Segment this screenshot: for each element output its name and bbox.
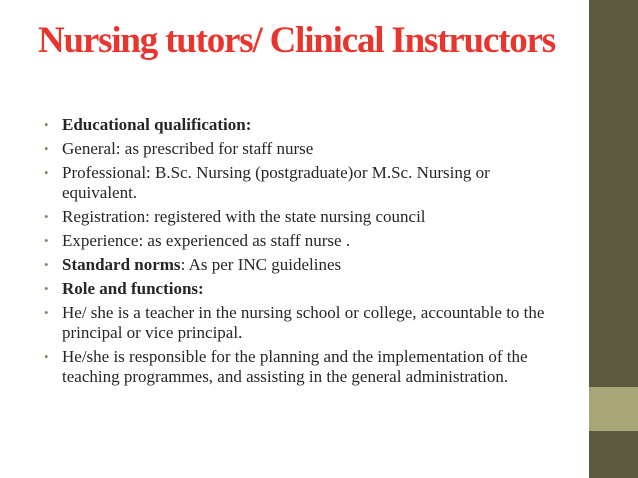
bullet-item xyxy=(44,279,564,299)
bullet-text: Professional: B.Sc. Nursing (postgraduate)or M.Sc. Nursing or equivalent. xyxy=(62,163,490,202)
bullet-dot-icon: • xyxy=(44,281,49,296)
bullet-dot-icon: • xyxy=(44,349,49,364)
bullet-dot-icon: • xyxy=(44,233,49,248)
bullet-item xyxy=(44,139,564,159)
bullet-text: He/ she is a teacher in the nursing school or college, accountable to the principal or vice principal. xyxy=(62,303,545,342)
bullet-list xyxy=(44,115,564,391)
bullet-item xyxy=(44,163,564,203)
bullet-text: : As per INC guidelines xyxy=(180,255,342,274)
slide-title: Nursing tutors/ Clinical Instructors xyxy=(38,20,555,61)
bullet-bold-text: Standard norms xyxy=(62,255,181,274)
bullet-dot-icon: • xyxy=(44,165,49,180)
bullet-item xyxy=(44,255,564,275)
sidebar-accent-block xyxy=(589,387,638,431)
bullet-dot-icon: • xyxy=(44,117,49,132)
bullet-text: Experience: as experienced as staff nurse . xyxy=(62,231,351,250)
bullet-item xyxy=(44,207,564,227)
bullet-text: He/she is responsible for the planning and the implementation of the teaching programmes, and assisting in the general administration. xyxy=(62,347,528,386)
bullet-item xyxy=(44,303,564,343)
bullet-text: General: as prescribed for staff nurse xyxy=(62,139,314,158)
bullet-dot-icon: • xyxy=(44,305,49,320)
bullet-item xyxy=(44,347,564,387)
bullet-item xyxy=(44,115,564,135)
bullet-dot-icon: • xyxy=(44,209,49,224)
bullet-bold-text: Role and functions: xyxy=(62,279,204,298)
bullet-item xyxy=(44,231,564,251)
bullet-text: Registration: registered with the state nursing council xyxy=(62,207,426,226)
bullet-bold-text: Educational qualification: xyxy=(62,115,252,134)
bullet-dot-icon: • xyxy=(44,141,49,156)
bullet-dot-icon: • xyxy=(44,257,49,272)
